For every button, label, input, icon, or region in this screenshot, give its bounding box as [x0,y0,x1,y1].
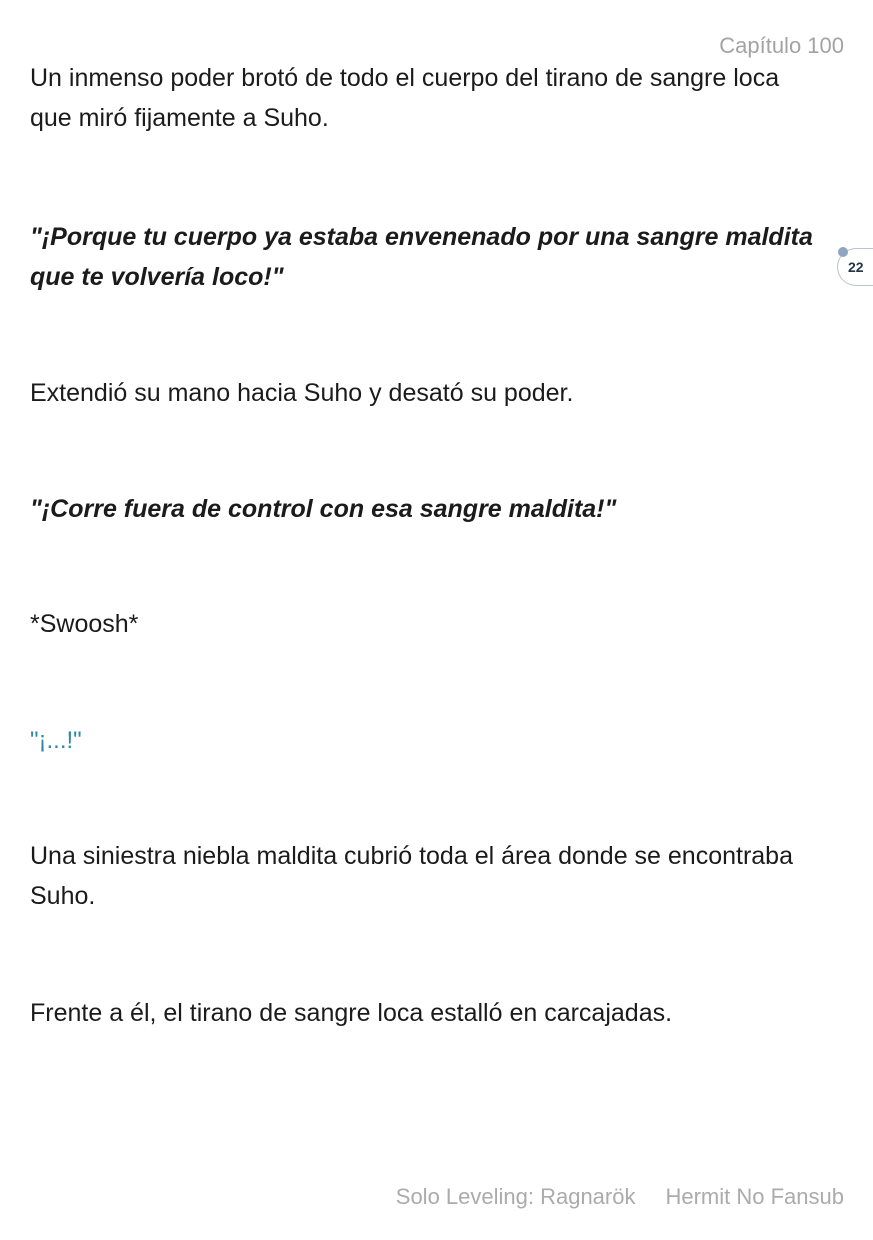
paragraph-narration: Frente a él, el tirano de sangre loca estalló en carcajadas. [30,999,673,1027]
paragraph-narration: Un inmenso poder brotó de todo el cuerpo del tirano de sangre loca que miró fijamente a Suho. [30,64,780,132]
page-footer [396,1184,844,1210]
paragraph-narration: Extendió su mano hacia Suho y desató su poder. [30,379,574,407]
paragraph-narration: Una siniestra niebla maldita cubrió toda el área donde se encontraba Suho. [30,842,793,910]
paragraph-exclamation: "¡...!" [30,727,82,754]
progress-dot-icon [838,247,848,257]
paragraph-dialogue: "¡Porque tu cuerpo ya estaba envenenado por una sangre maldita que te volvería loco!" [30,223,813,291]
paragraph-sound-effect: *Swoosh* [30,610,139,638]
page-number: 22 [848,259,864,275]
footer-group-name: Hermit No Fansub [665,1184,844,1209]
footer-series-title: Solo Leveling: Ragnarök [395,1184,636,1209]
page-number-badge[interactable] [837,248,873,286]
paragraph-dialogue: "¡Corre fuera de control con esa sangre maldita!" [30,495,617,523]
chapter-title: Capítulo 100 [719,33,844,58]
